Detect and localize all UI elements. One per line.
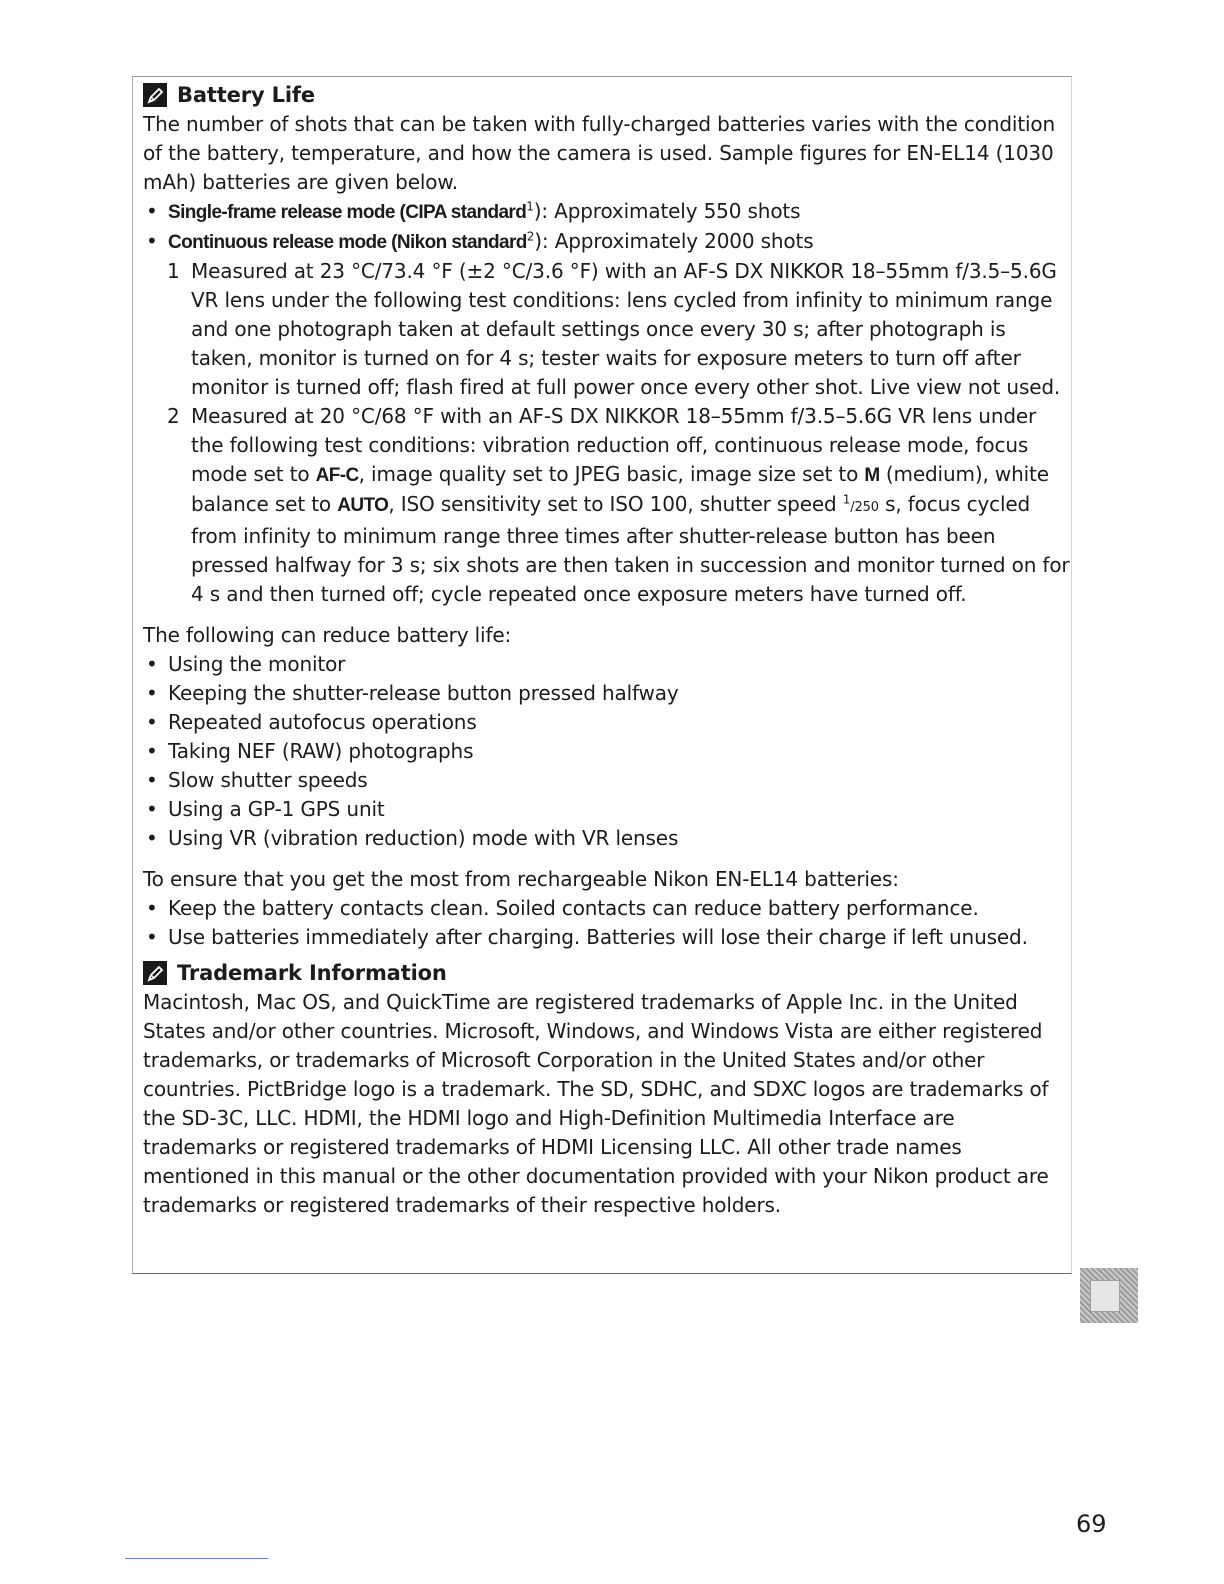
page-number: 69: [1076, 1510, 1107, 1538]
list-item: • Keep the battery contacts clean. Soiled contacts can reduce battery performance.: [143, 894, 1073, 923]
trademark-text: Macintosh, Mac OS, and QuickTime are registered trademarks of Apple Inc. in the United States and/or other countries. Microsoft, Windows, and Windows Vista are either registered trademarks, or trademarks of Microsoft Corporation in the United States and/or other countries. PictBridge logo is a trademark. The SD, SDHC, and SDXC logos are trademarks of the SD-3C, LLC. HDMI, the HDMI logo and High-Definition Multimedia Interface are trademarks or registered trademarks of HDMI Licensing LLC. All other trade names mentioned in this manual or the other documentation provided with your Nikon product are trademarks or registered trademarks of their respective holders.: [143, 990, 1049, 1217]
battery-intro: The number of shots that can be taken with fully-charged batteries varies with the condition of the battery, temperature, and how the camera is used. Sample figures for EN-EL14 (1030 mAh) batteries are given below.: [143, 112, 1056, 194]
list-item: • Keeping the shutter-release button pressed halfway: [143, 679, 1073, 708]
list-item: • Single-frame release mode (CIPA standard$^1$): Approximately 550 shots: [143, 197, 1073, 227]
list-item: • Using VR (vibration reduction) mode with VR lenses: [143, 824, 1073, 853]
pencil-note-icon: [143, 83, 167, 107]
trademark-heading: [143, 958, 1073, 988]
page-content: [143, 80, 1073, 1220]
ensure-intro: To ensure that you get the most from rechargeable Nikon EN-EL14 batteries:: [143, 867, 899, 891]
list-item: • Use batteries immediately after charging. Batteries will lose their charge if left unused.: [143, 923, 1073, 952]
reduce-intro: The following can reduce battery life:: [143, 623, 512, 647]
list-item: • Slow shutter speeds: [143, 766, 1073, 795]
section-tab-icon: [1080, 1268, 1138, 1323]
list-item: • Repeated autofocus operations: [143, 708, 1073, 737]
footer-rule: [125, 1558, 268, 1559]
list-item: • Using a GP-1 GPS unit: [143, 795, 1073, 824]
footnote-1: 1 Measured at 23 °C/73.4 °F (±2 °C/3.6 °F) with an AF-S DX NIKKOR 18–55mm f/3.5–5.6G VR lens under the following test conditions: lens cycled from infinity to minimum range and one photograph taken at default settings once every 30 s; after photograph is taken, monitor is turned on for 4 s; tester waits for exposure meters to turn off after monitor is turned off; flash fired at full power once every other shot. Live view not used.: [167, 259, 1061, 399]
list-item: • Using the monitor: [143, 650, 1073, 679]
battery-figures-list: [143, 197, 1073, 257]
reduce-list: [143, 650, 1073, 853]
list-item: • Taking NEF (RAW) photographs: [143, 737, 1073, 766]
footnote-2: 2 Measured at 20 °C/68 °F with an AF-S DX NIKKOR 18–55mm f/3.5–5.6G VR lens under the following test conditions: vibration reduction off, continuous release mode, focus mode set to AF-C, image quality set to JPEG basic, image size set to M (medium), white balance set to AUTO, ISO sensitivity set to ISO 100, shutter speed $^1$/250 s, focus cycled from infinity to minimum range three times after shutter-release button has been pressed halfway for 3 s; six shots are then taken in succession and monitor turned on for 4 s and then turned off; cycle repeated once exposure meters have turned off.: [167, 404, 1070, 606]
ensure-list: [143, 894, 1073, 952]
battery-life-title: Battery Life: [177, 82, 316, 107]
list-item: • Continuous release mode (Nikon standard$^2$): Approximately 2000 shots: [143, 227, 1073, 257]
trademark-title: Trademark Information: [177, 960, 447, 985]
battery-life-heading: [143, 80, 1073, 110]
pencil-note-icon: [143, 961, 167, 985]
